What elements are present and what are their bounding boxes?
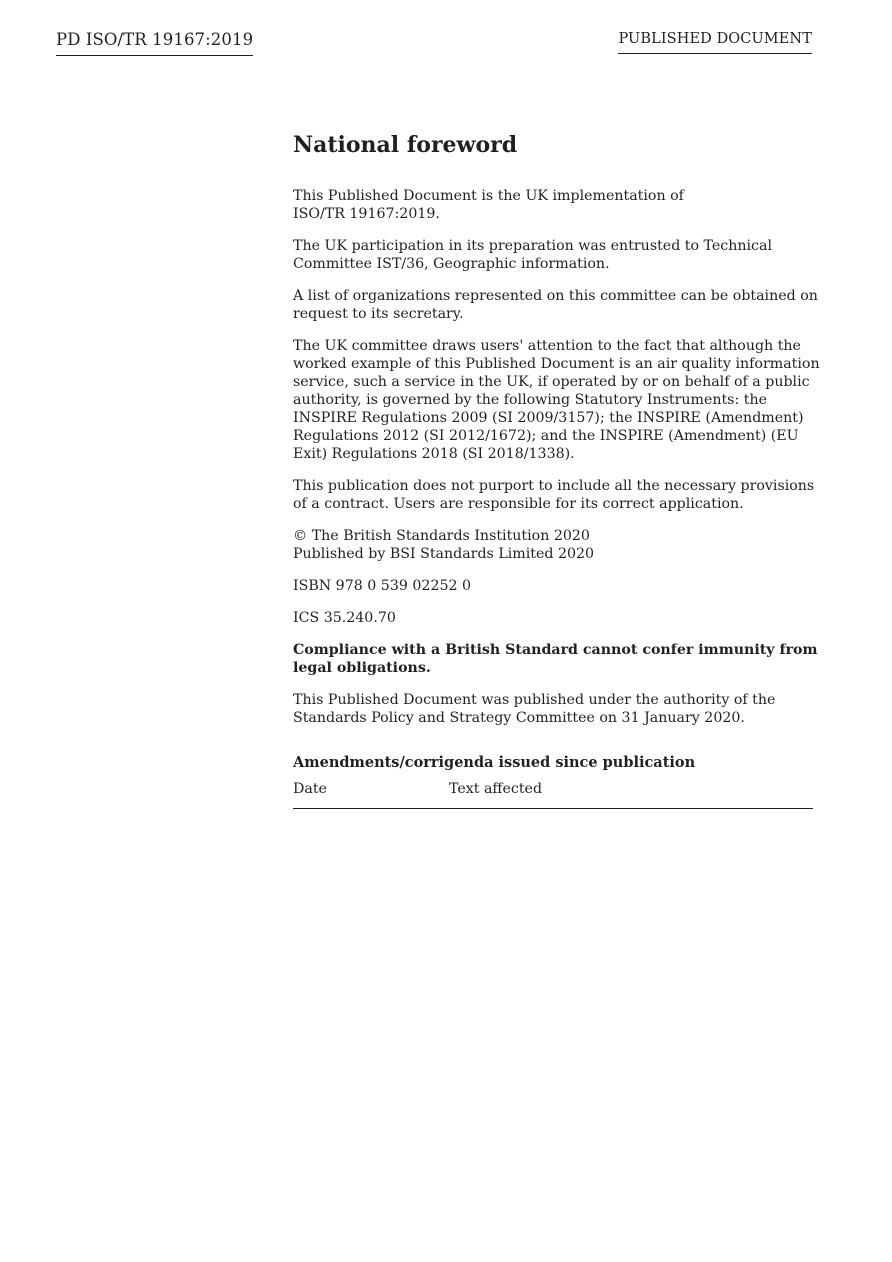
amendments-heading: Amendments/corrigenda issued since publication [293, 754, 696, 771]
paragraph-compliance: Compliance with a British Standard cannot confer immunity from legal obligations. [293, 642, 818, 676]
paragraph-provisions: This publication does not purport to include all the necessary provisions of a contract. Users are responsible for its correct application. [293, 478, 815, 512]
paragraph-participation: The UK participation in its preparation was entrusted to Technical Committee IST/36, Geographic information. [293, 238, 772, 272]
paragraph-organizations: A list of organizations represented on this committee can be obtained on request to its secretary. [293, 288, 818, 322]
paragraph-ics: ICS 35.240.70 [293, 610, 396, 626]
document-id: PD ISO/TR 19167:2019 [56, 30, 253, 56]
page-title: National foreword [293, 132, 518, 158]
paragraph-implementation: This Published Document is the UK implementation of ISO/TR 19167:2019. [293, 188, 684, 222]
paragraph-statutory-instruments: The UK committee draws users' attention to the fact that although the worked example of this Published Document is an air quality information service, such a service in the UK, if operated by or on behalf of a public authority, is governed by the following Statutory Instruments: the INSPIRE Regulations 2009 (SI 2009/3157); the INSPIRE (Amendment) Regulations 2012 (SI 2012/1672); and the INSPIRE (Amendment) (EU Exit) Regulations 2018 (SI 2018/1338). [293, 338, 820, 462]
document-type: PUBLISHED DOCUMENT [618, 31, 812, 54]
foreword-content [293, 130, 820, 809]
paragraph-isbn: ISBN 978 0 539 02252 0 [293, 578, 472, 594]
paragraph-authority: This Published Document was published under the authority of the Standards Policy and Strategy Committee on 31 January 2020. [293, 692, 776, 726]
amendments-column-date: Date [293, 781, 327, 797]
paragraph-copyright: © The British Standards Institution 2020 Published by BSI Standards Limited 2020 [293, 528, 595, 562]
amendments-column-text-affected: Text affected [449, 781, 543, 797]
amendments-table [293, 780, 813, 809]
